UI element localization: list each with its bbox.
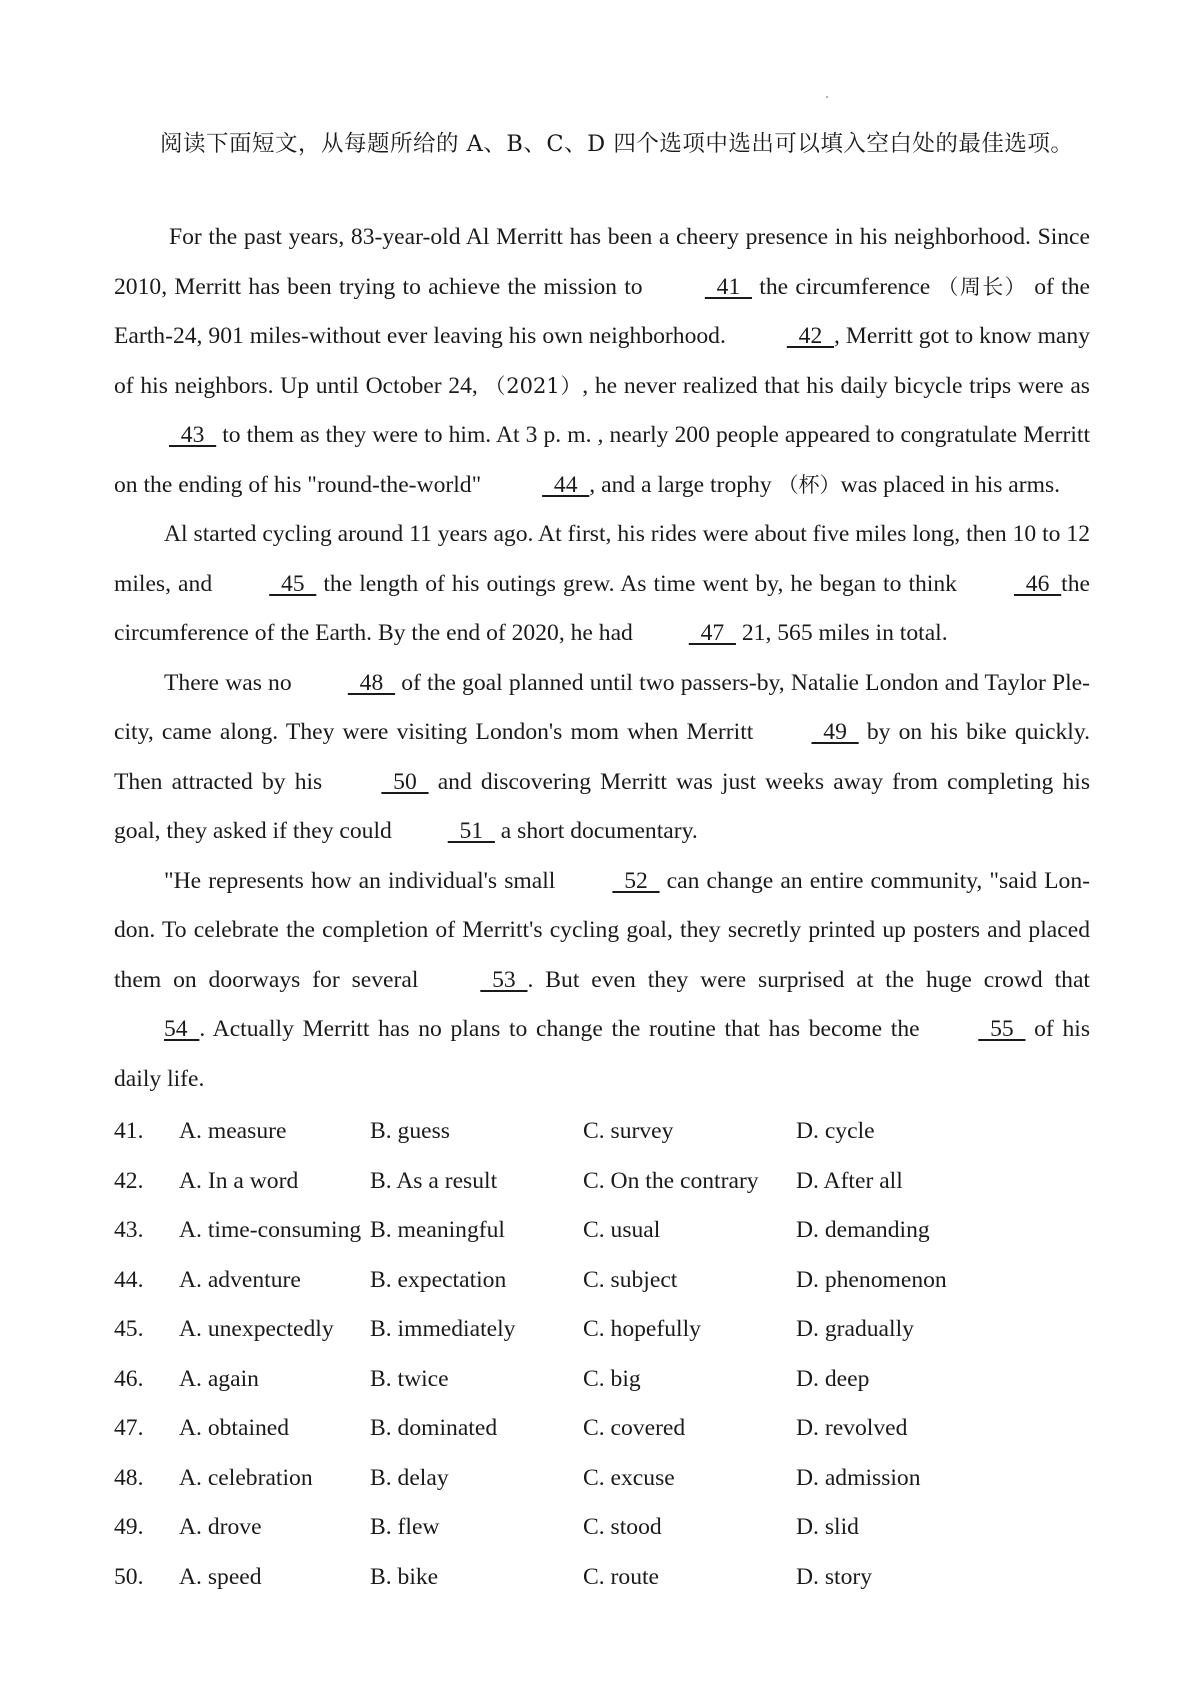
question-number: 42.	[114, 1167, 144, 1194]
text: of the Earth-24, 901 miles-without ever leaving his own neighborhood.	[114, 273, 1090, 349]
option-d: D. revolved	[796, 1415, 908, 1441]
question-number: 50.	[114, 1563, 144, 1590]
text: the circumference of the Earth. By the end of 2020, he had	[114, 570, 1090, 646]
year-gloss: （2021）	[484, 373, 583, 398]
text: to them as they were to him. At 3 p. m. , nearly 200 people appeared to congratulate Merritt on the ending of his "round-the-world"	[114, 422, 1090, 498]
option-c: C. covered	[583, 1415, 686, 1441]
blank-45: 45	[269, 570, 317, 597]
option-b: B. meaningful	[370, 1217, 505, 1243]
question-42	[114, 1157, 1114, 1207]
option-d: D. cycle	[796, 1118, 875, 1144]
question-list	[114, 1107, 1114, 1602]
option-a: A. celebration	[179, 1464, 313, 1491]
paragraph-2	[114, 510, 1090, 659]
option-d: D. After all	[796, 1167, 903, 1194]
option-b: B. bike	[370, 1563, 439, 1590]
option-a: A. adventure	[179, 1266, 301, 1293]
text: by on his bike quickly. Then attracted by his	[114, 719, 1090, 795]
option-c: C. excuse	[583, 1464, 675, 1491]
question-45	[114, 1305, 1114, 1355]
text: , he never realized that his daily bicycle trips were as	[582, 372, 1090, 399]
blank-52: 52	[612, 867, 660, 894]
option-b: B. expectation	[370, 1266, 507, 1293]
text: was placed in his arms.	[840, 471, 1061, 498]
question-41	[114, 1107, 1114, 1157]
question-43	[114, 1206, 1114, 1256]
blank-41: 41	[704, 273, 753, 300]
text: and discovering Merritt was just weeks away from completing his goal, they asked if they could	[114, 768, 1090, 844]
passage	[114, 213, 1090, 1104]
option-c: C. hopefully	[583, 1316, 701, 1342]
question-49	[114, 1503, 1114, 1553]
option-b: B. dominated	[370, 1415, 498, 1441]
option-d: D. story	[796, 1563, 873, 1590]
option-c: C. route	[583, 1563, 660, 1590]
text: . But even they were surprised at the huge crowd that	[527, 966, 1090, 993]
option-a: A. measure	[179, 1118, 287, 1144]
blank-46: 46	[1013, 570, 1062, 597]
text: of the goal planned until two passers-by, Natalie London and Taylor Ple-city, came along. They were visiting London's mom when Merritt	[114, 669, 1090, 745]
option-c: C. usual	[583, 1217, 661, 1243]
question-46	[114, 1355, 1114, 1405]
question-number: 47.	[114, 1415, 144, 1441]
blank-51: 51	[447, 818, 495, 844]
text: 21, 565 miles in total.	[735, 620, 948, 646]
option-d: D. demanding	[796, 1217, 930, 1243]
text: the circumference	[752, 273, 938, 300]
chinese-gloss: （杯）	[777, 472, 841, 497]
text: For the past years, 83-year-old Al Merritt has been a cheery presence in his neighborhood. Since 2010, Merritt has been trying to achieve the mission to	[114, 224, 1090, 300]
option-c: C. big	[583, 1365, 641, 1392]
option-a: A. unexpectedly	[179, 1316, 334, 1342]
blank-43: 43	[169, 422, 217, 448]
question-44	[114, 1256, 1114, 1306]
option-a: A. time-consuming	[179, 1217, 362, 1243]
question-number: 48.	[114, 1464, 144, 1491]
text: the length of his outings grew. As time went by, he began to think	[316, 570, 964, 597]
text: Al started cycling around 11 years ago. At first, his rides were about five miles long, then 10 to 12 miles, and	[114, 521, 1090, 597]
blank-42: 42	[786, 323, 835, 349]
text: of his daily life.	[114, 1016, 1091, 1092]
option-d: D. admission	[796, 1464, 921, 1491]
text: . Actually Merritt has no plans to change the routine that has become the	[199, 1016, 929, 1042]
text: , and a large trophy	[589, 471, 778, 498]
option-b: B. twice	[370, 1365, 449, 1392]
paragraph-1	[114, 213, 1090, 510]
option-a: A. drove	[179, 1514, 262, 1540]
option-d: D. slid	[796, 1514, 859, 1540]
option-b: B. immediately	[370, 1316, 516, 1342]
question-number: 43.	[114, 1217, 144, 1243]
option-b: B. guess	[370, 1118, 450, 1144]
option-d: D. gradually	[796, 1316, 914, 1342]
option-d: D. deep	[796, 1365, 870, 1392]
question-50	[114, 1553, 1114, 1603]
blank-50: 50	[381, 768, 429, 795]
instructions: 阅读下面短文，从每题所给的 A、B、C、D 四个选项中选出可以填入空白处的最佳选项。	[160, 131, 1074, 157]
question-number: 44.	[114, 1266, 144, 1293]
option-a: A. again	[179, 1365, 259, 1392]
option-b: B. As a result	[370, 1167, 498, 1194]
text: "He represents how an individual's small	[164, 867, 563, 894]
paragraph-4	[114, 857, 1090, 1105]
blank-54: 54	[164, 1016, 200, 1042]
option-c: C. On the contrary	[583, 1167, 759, 1194]
option-b: B. delay	[370, 1464, 449, 1491]
text: a short documentary.	[494, 818, 698, 844]
scan-speck	[826, 96, 828, 98]
text: There was no	[164, 669, 298, 696]
option-a: A. In a word	[179, 1167, 299, 1194]
option-a: A. speed	[179, 1563, 262, 1590]
option-c: C. stood	[583, 1514, 662, 1540]
question-48	[114, 1454, 1114, 1504]
question-number: 45.	[114, 1316, 144, 1342]
question-47	[114, 1404, 1114, 1454]
paragraph-3	[114, 659, 1090, 857]
option-d: D. phenomenon	[796, 1266, 947, 1293]
text: can change an entire community, "said Lon-don. To celebrate the completion of Merritt's cycling goal, they secretly printed up posters and placed them on doorways for several	[114, 867, 1090, 993]
blank-44: 44	[542, 471, 590, 498]
option-b: B. flew	[370, 1514, 440, 1540]
blank-47: 47	[688, 620, 736, 646]
question-number: 46.	[114, 1365, 144, 1392]
chinese-gloss: （周长）	[937, 274, 1027, 299]
blank-48: 48	[347, 669, 396, 696]
option-a: A. obtained	[179, 1415, 290, 1441]
blank-53: 53	[480, 966, 528, 993]
question-number: 41.	[114, 1118, 144, 1144]
option-c: C. subject	[583, 1266, 678, 1293]
option-c: C. survey	[583, 1118, 674, 1144]
text: , Merritt got to know many of his neighbors. Up until October 24,	[114, 323, 1090, 399]
question-number: 49.	[114, 1514, 144, 1540]
blank-49: 49	[811, 719, 859, 745]
blank-55: 55	[978, 1016, 1026, 1042]
